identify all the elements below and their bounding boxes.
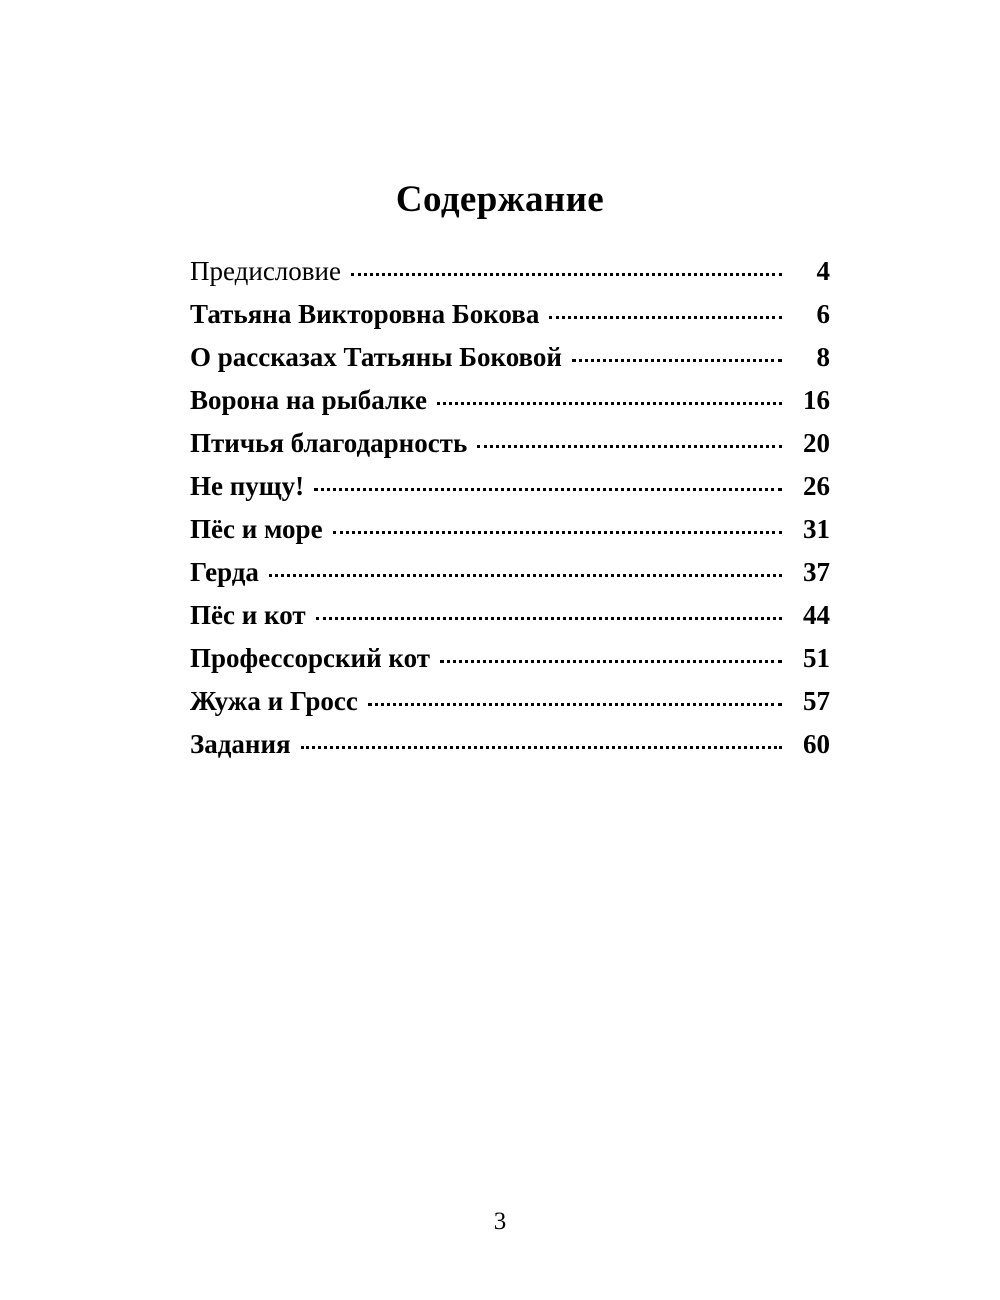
toc-entry-label: Птичья благодарность [190,428,468,458]
toc-leader-dots [269,561,782,581]
toc-entry-label: Предисловие [190,256,341,286]
toc-entry-label: Профессорский кот [190,643,431,673]
toc-leader-dots [301,733,782,753]
toc-entry-label: Пёс и кот [190,600,306,630]
toc-leader-dots [314,475,782,495]
toc-leader-dots [572,346,782,366]
toc-entry[interactable] [190,336,830,379]
page-number: 3 [493,1208,507,1235]
toc-entry[interactable] [190,422,830,465]
toc-entry-page: 44 [803,600,830,630]
toc-leader-dots [316,604,782,624]
toc-entry[interactable] [190,508,830,551]
toc-leader-dots [351,260,782,280]
toc-entry-page: 20 [803,428,830,458]
toc-entry-page: 31 [803,514,830,544]
toc-entry-label: Ворона на рыбалке [190,385,427,415]
page-title: Содержание [395,179,605,220]
toc-entry-page: 37 [803,557,830,587]
toc-entry-page: 60 [803,729,830,759]
toc-entry-page: 26 [803,471,830,501]
toc-entry-label: Задания [190,729,291,759]
table-of-contents [190,250,830,766]
toc-leader-dots [333,518,782,538]
toc-leader-dots [368,690,782,710]
toc-entry-label: Не пущу! [190,471,305,501]
toc-entry-page: 16 [803,385,830,415]
toc-entry[interactable] [190,551,830,594]
toc-entry-label: Герда [190,557,259,587]
toc-entry-page: 57 [803,686,830,716]
toc-entry[interactable] [190,250,830,293]
toc-entry[interactable] [190,465,830,508]
toc-entry-page: 6 [816,299,830,329]
toc-entry[interactable] [190,637,830,680]
toc-entry-label: Татьяна Викторовна Бокова [190,299,540,329]
toc-entry-label: Жужа и Гросс [190,686,358,716]
toc-entry[interactable] [190,293,830,336]
toc-leader-dots [437,389,782,409]
toc-entry[interactable] [190,723,830,766]
toc-entry-page: 51 [803,643,830,673]
toc-entry[interactable] [190,594,830,637]
toc-leader-dots [440,647,782,667]
toc-entry-page: 4 [816,256,830,286]
toc-entry[interactable] [190,379,830,422]
toc-entry-label: О рассказах Татьяны Боковой [190,342,562,372]
toc-leader-dots [477,432,782,452]
toc-entry[interactable] [190,680,830,723]
toc-entry-label: Пёс и море [190,514,323,544]
toc-entry-page: 8 [816,342,830,372]
toc-leader-dots [549,303,782,323]
